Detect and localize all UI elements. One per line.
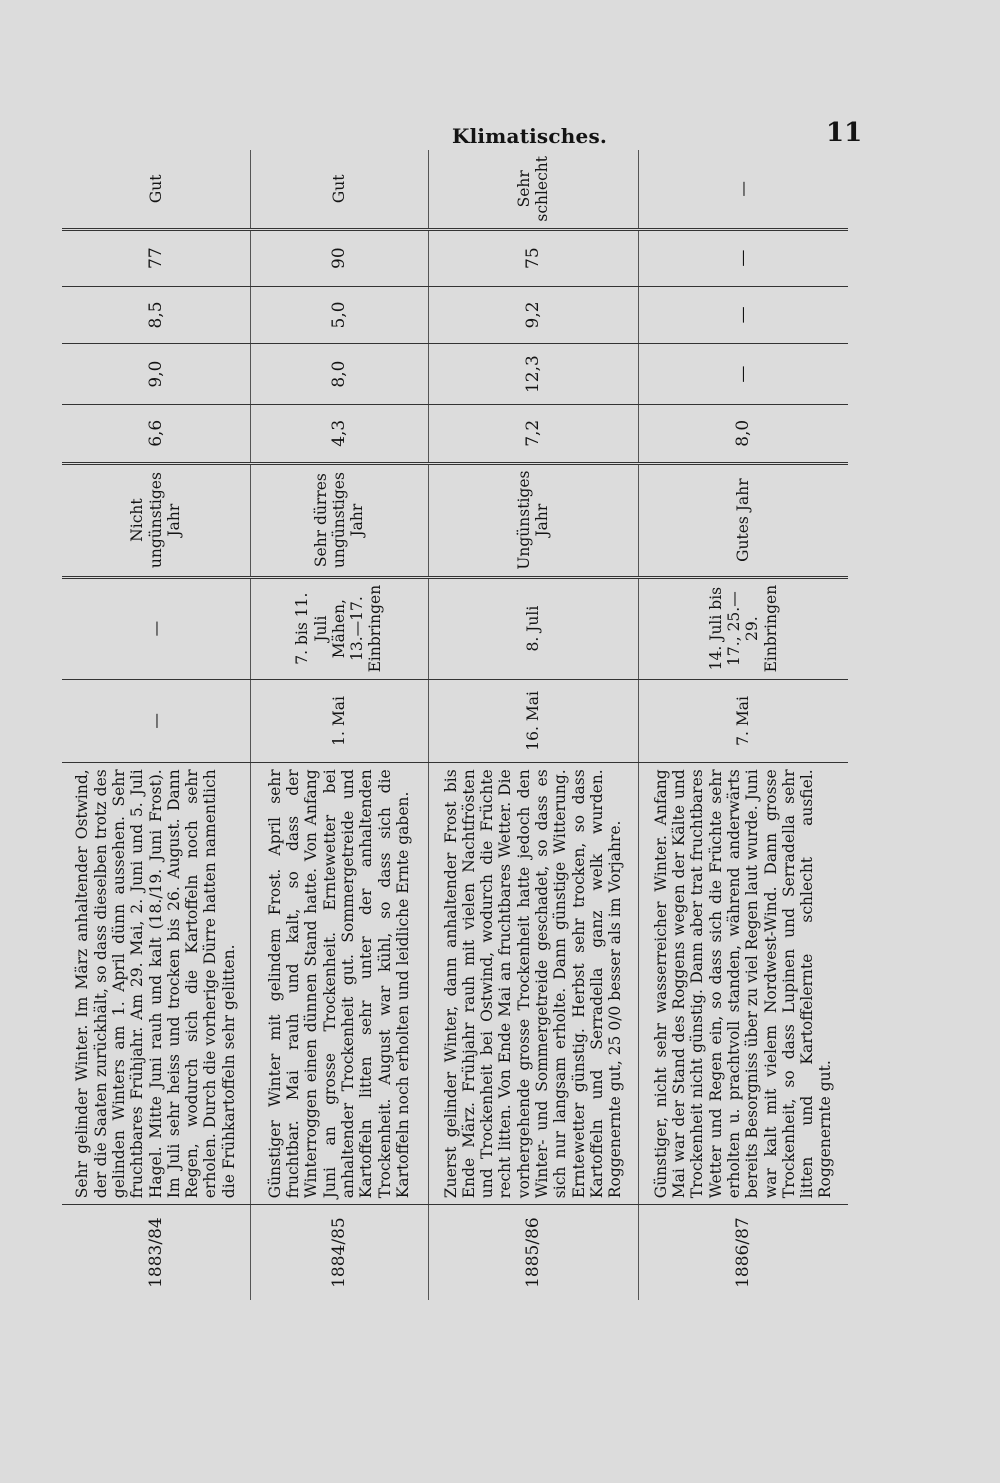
- date2-cell: 8. Juli: [428, 577, 638, 679]
- value4-cell: —: [638, 229, 848, 286]
- table-row: [250, 150, 428, 1300]
- description-cell: Zuerst gelinder Winter, dann anhaltender Frost bis Ende März. Frühjahr rauh mit vielen Nachtfrösten und Trockenheit bei Ostwind, wodurch die Früchte recht litten. Von Ende Mai an fruchtbares Wetter. Die vorhergehende grosse Trockenheit hatte jedoch den Winter- und Sommergetreide geschadet, so dass es sich nur langsam erholte. Dann günstige Witterung. Erntewetter günstig. Herbst sehr trocken, so dass Kartoffeln und Serradella ganz welk wurden. Roggenernte gut, 25 0/0 besser als im Vorjahre.: [428, 763, 638, 1205]
- value1-cell: 7,2: [428, 404, 638, 463]
- value3-cell: 9,2: [428, 286, 638, 344]
- description-cell: Günstiger, nicht sehr wasserreicher Winter. Anfang Mai war der Stand des Roggens wegen der Kälte und Trockenheit nicht günstig. Dann aber trat fruchtbares Wetter und Regen ein, so dass sich die Früchte sehr erholten u. prachtvoll standen, während anderwärts bereits Besorgniss über zu viel Regen laut wurde. Juni war kalt mit vielem Nordwest-Wind. Dann grosse Trockenheit, so dass Lupinen und Serradella sehr litten und Kartoffelernte schlecht ausfiel. Roggenernte gut.: [638, 763, 848, 1205]
- page-number: 11: [826, 118, 863, 148]
- date1-cell: 1. Mai: [250, 679, 428, 763]
- year-verdict-cell: Ungünstiges Jahr: [428, 463, 638, 577]
- value2-cell: —: [638, 344, 848, 405]
- value4-cell: 75: [428, 229, 638, 286]
- value1-cell: 6,6: [62, 404, 250, 463]
- value3-cell: —: [638, 286, 848, 344]
- value2-cell: 9,0: [62, 344, 250, 405]
- table-row: [62, 150, 250, 1300]
- value1-cell: 4,3: [250, 404, 428, 463]
- value3-cell: 5,0: [250, 286, 428, 344]
- description-cell: Günstiger Winter mit gelindem Frost. April sehr fruchtbar. Mai rauh und kalt, so dass der Winterroggen einen dünnen Stand hatte. Von Anfang Juni an grosse Trockenheit. Erntewetter bei anhaltender Trockenheit gut. Sommergetreide und Kartoffeln litten sehr unter der anhaltenden Trockenheit. August war kühl, so dass sich die Kartoffeln noch erholten und leidliche Ernte gaben.: [250, 763, 428, 1205]
- date1-cell: —: [62, 679, 250, 763]
- value4-cell: 77: [62, 229, 250, 286]
- value4-cell: 90: [250, 229, 428, 286]
- date1-cell: 16. Mai: [428, 679, 638, 763]
- year-cell: 1884/85: [328, 1217, 349, 1288]
- table-row: [638, 150, 848, 1300]
- rotated-table-wrapper: [62, 150, 862, 1300]
- quality-cell: Gut: [62, 150, 250, 229]
- year-verdict-cell: Nicht ungünstiges Jahr: [62, 463, 250, 577]
- year-cell: 1886/87: [733, 1217, 754, 1288]
- year-cell: 1883/84: [145, 1217, 166, 1288]
- description-cell: Sehr gelinder Winter. Im März anhaltender Ostwind, der die Saaten zurückhält, so dass dieselben trotz des gelinden Winters am 1. April dünn aussehen. Sehr fruchtbares Frühjahr. Am 29. Mai, 2. Juni und 5. Juli Hagel. Mitte Juni rauh und kalt (18./19. Juni Frost). Im Juli sehr heiss und trocken bis 26. August. Dann Regen, wodurch sich die Kartoffeln noch sehr erholen. Durch die vorherige Dürre hatten namentlich die Frühkartoffeln sehr gelitten.: [62, 763, 250, 1205]
- year-cell: 1885/86: [522, 1217, 543, 1288]
- climate-table: [62, 150, 848, 1300]
- date1-cell: 7. Mai: [638, 679, 848, 763]
- table-row: [428, 150, 638, 1300]
- value2-cell: 8,0: [250, 344, 428, 405]
- quality-cell: Gut: [250, 150, 428, 229]
- value1-cell: 8,0: [638, 404, 848, 463]
- value2-cell: 12,3: [428, 344, 638, 405]
- date2-cell: 7. bis 11. Juli Mähen, 13.—17. Einbringen: [250, 577, 428, 679]
- quality-cell: Sehr schlecht: [428, 150, 638, 229]
- date2-cell: —: [62, 577, 250, 679]
- year-verdict-cell: Gutes Jahr: [638, 463, 848, 577]
- quality-cell: —: [638, 150, 848, 229]
- page-title: Klimatisches.: [452, 124, 608, 148]
- year-verdict-cell: Sehr dürres ungünstiges Jahr: [250, 463, 428, 577]
- date2-cell: 14. Juli bis 17., 25.—29. Einbringen: [638, 577, 848, 679]
- value3-cell: 8,5: [62, 286, 250, 344]
